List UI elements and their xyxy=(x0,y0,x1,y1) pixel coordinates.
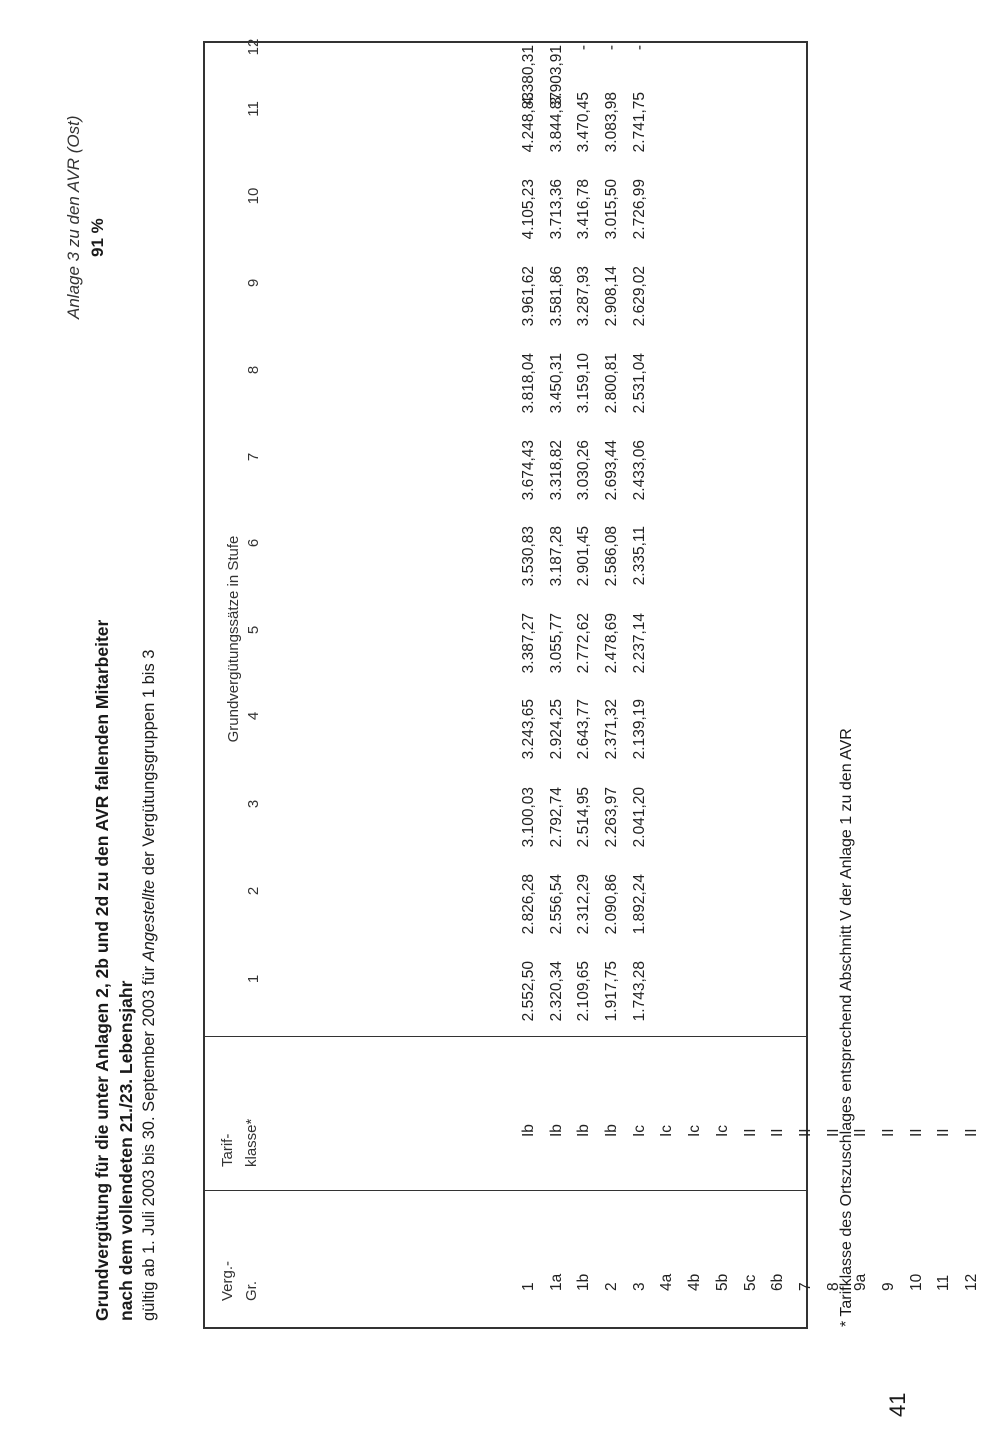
value-column xyxy=(515,353,653,413)
value-cell: 1.743,28 xyxy=(630,961,648,1022)
value-cell: 3.100,03 xyxy=(520,787,537,848)
value-cell: 2.924,25 xyxy=(547,699,565,760)
value-cell: 2.741,75 xyxy=(630,92,648,153)
stufe-header: 8 xyxy=(245,365,262,375)
value-cell: 2.531,04 xyxy=(630,353,648,414)
value-cell: 3.961,62 xyxy=(520,266,537,327)
value-cell: 2.139,19 xyxy=(630,699,648,760)
value-cell: 2.263,97 xyxy=(603,787,621,848)
value-cell: 3.844,87 xyxy=(547,92,565,153)
tarif-column xyxy=(515,1124,986,1137)
verg-cell: 12 xyxy=(963,1273,980,1291)
percent-label: 91 % xyxy=(88,218,107,257)
stufe-header: 5 xyxy=(245,625,262,635)
value-cell: 4.380,31 xyxy=(520,45,537,106)
value-cell: 2.478,69 xyxy=(603,613,621,674)
tarif-cell: Ic xyxy=(686,1124,704,1137)
value-cell: 2.908,14 xyxy=(603,266,621,327)
tarif-cell: Ic xyxy=(713,1124,731,1137)
value-cell: 2.726,99 xyxy=(630,179,648,240)
value-cell: 2.552,50 xyxy=(520,961,537,1022)
stufe-header: 2 xyxy=(245,886,262,896)
value-column xyxy=(515,440,653,500)
value-cell: - xyxy=(575,45,593,51)
value-cell: 3.903,91 xyxy=(547,45,565,106)
value-cell: - xyxy=(603,45,621,51)
value-cell: 2.237,14 xyxy=(630,613,648,674)
stufe-header: 7 xyxy=(245,452,262,462)
value-cell: 2.312,29 xyxy=(575,874,593,935)
tarif-cell: Ib xyxy=(547,1124,565,1137)
verg-cell: 11 xyxy=(935,1274,953,1291)
verg-cell: 5c xyxy=(741,1274,759,1291)
header-tarif: Tarif- xyxy=(219,1133,236,1167)
value-column xyxy=(515,787,653,847)
value-cell: 3.818,04 xyxy=(520,353,537,414)
value-cell: 2.800,81 xyxy=(603,353,621,414)
value-column xyxy=(515,874,653,934)
tarif-cell: II xyxy=(769,1128,787,1137)
header-verg: Verg.- xyxy=(219,1260,236,1301)
tarif-cell: II xyxy=(824,1128,842,1137)
value-cell: - xyxy=(630,45,648,51)
stufe-header: 4 xyxy=(245,711,262,721)
tarif-cell: II xyxy=(907,1128,925,1137)
tarif-cell: II xyxy=(879,1128,897,1137)
value-column xyxy=(515,613,653,673)
tarif-cell: Ic xyxy=(630,1124,648,1137)
value-cell: 3.055,77 xyxy=(547,613,565,674)
value-cell: 3.187,28 xyxy=(547,526,565,587)
value-cell: 3.416,78 xyxy=(575,179,593,240)
value-cell: 3.581,86 xyxy=(547,266,565,327)
verg-cell: 4b xyxy=(686,1273,704,1291)
annex-label: Anlage 3 zu den AVR (Ost) xyxy=(64,115,83,319)
value-cell: 4.248,83 xyxy=(520,92,537,153)
value-cell: 3.287,93 xyxy=(575,266,593,327)
value-column xyxy=(515,961,653,1021)
value-cell: 3.674,43 xyxy=(520,440,537,501)
header-tarif-line2: klasse* xyxy=(243,1118,260,1167)
value-cell: 2.772,62 xyxy=(575,613,593,674)
value-column xyxy=(515,45,653,105)
value-cell: 2.335,11 xyxy=(630,526,648,586)
value-cell: 2.090,86 xyxy=(603,874,621,935)
verg-cell: 8 xyxy=(824,1282,842,1291)
value-cell: 2.629,02 xyxy=(630,266,648,327)
value-cell: 3.159,10 xyxy=(575,353,593,414)
verg-cell: 5b xyxy=(713,1273,731,1291)
value-cell: 3.713,36 xyxy=(547,179,565,240)
verg-cell: 1a xyxy=(547,1273,565,1291)
value-cell: 3.015,50 xyxy=(603,179,621,240)
subtitle-italic: Angestellte xyxy=(140,879,158,962)
value-cell: 2.643,77 xyxy=(575,699,593,760)
tarif-cell: Ic xyxy=(658,1124,676,1137)
column-divider xyxy=(205,1036,806,1037)
value-cell: 2.586,08 xyxy=(603,526,621,587)
column-divider xyxy=(205,1190,806,1191)
tarif-cell: II xyxy=(963,1128,980,1137)
validity-subtitle xyxy=(140,650,159,1321)
header-group: Grundvergütungssätze in Stufe xyxy=(225,535,242,743)
stufe-header: 6 xyxy=(245,538,262,548)
value-cell: 2.792,74 xyxy=(547,787,565,848)
value-cell: 3.387,27 xyxy=(520,613,537,674)
stufe-header: 9 xyxy=(245,278,262,288)
verg-cell: 9 xyxy=(879,1282,897,1291)
value-cell: 2.556,54 xyxy=(547,874,565,935)
subtitle-prefix: gültig ab 1. Juli 2003 bis 30. September 2003 für xyxy=(140,961,158,1321)
value-cell: 1.917,75 xyxy=(603,961,621,1022)
tarif-cell: Ib xyxy=(575,1124,593,1137)
verg-cell: 6b xyxy=(769,1273,787,1291)
value-cell: 1.892,24 xyxy=(630,874,648,935)
verg-cell: 1 xyxy=(520,1282,537,1291)
value-cell: 3.450,31 xyxy=(547,353,565,414)
value-column xyxy=(515,526,653,586)
page-title: Grundvergütung für die unter Anlagen 2, 2b und 2d zu den AVR fallenden Mitarbeiter xyxy=(92,619,112,1321)
subtitle-suffix: der Vergütungsgruppen 1 bis 3 xyxy=(140,649,158,880)
page-number: 41 xyxy=(885,1392,910,1417)
value-cell: 3.030,26 xyxy=(575,440,593,501)
verg-cell: 3 xyxy=(630,1282,648,1291)
value-cell: 2.901,45 xyxy=(575,526,593,587)
tarif-cell: II xyxy=(796,1128,814,1137)
tarif-cell: II xyxy=(935,1128,953,1137)
value-cell: 2.693,44 xyxy=(603,440,621,501)
value-cell: 4.105,23 xyxy=(520,179,537,240)
tarif-cell: Ib xyxy=(520,1124,537,1137)
stufe-header: 10 xyxy=(245,187,262,205)
value-cell: 3.083,98 xyxy=(603,92,621,153)
verg-cell: 9a xyxy=(852,1273,870,1291)
value-cell: 3.318,82 xyxy=(547,440,565,501)
footnote: * Tarifklasse des Ortszuschlages entsprechend Abschnitt V der Anlage 1 zu den AVR xyxy=(838,728,855,1327)
verg-cell: 2 xyxy=(603,1282,621,1291)
header-verg-line2: Gr. xyxy=(243,1280,260,1301)
stufe-header: 12 xyxy=(245,38,262,56)
stufe-header: 1 xyxy=(245,974,262,984)
verg-cell: 1b xyxy=(575,1273,593,1291)
value-column xyxy=(515,699,653,759)
value-cell: 2.320,34 xyxy=(547,961,565,1022)
verg-cell: 7 xyxy=(796,1282,814,1291)
value-cell: 2.109,65 xyxy=(575,961,593,1022)
value-cell: 2.826,28 xyxy=(520,874,537,935)
verg-column xyxy=(515,1274,986,1291)
stufe-header: 11 xyxy=(245,101,262,117)
tarif-cell: II xyxy=(741,1128,759,1137)
value-cell: 2.041,20 xyxy=(630,787,648,848)
verg-cell: 4a xyxy=(658,1273,676,1291)
value-cell: 3.530,83 xyxy=(520,526,537,587)
value-cell: 2.433,06 xyxy=(630,440,648,501)
value-cell: 3.243,65 xyxy=(520,699,537,760)
verg-cell: 10 xyxy=(907,1273,925,1291)
value-column xyxy=(515,179,653,239)
value-cell: 2.371,32 xyxy=(603,699,621,760)
value-column xyxy=(515,266,653,326)
value-cell: 3.470,45 xyxy=(575,92,593,153)
stufe-header: 3 xyxy=(245,799,262,809)
tarif-cell: II xyxy=(852,1128,870,1137)
tarif-cell: Ib xyxy=(603,1124,621,1137)
value-cell: 2.514,95 xyxy=(575,787,593,848)
page-title-line2: nach dem vollendeten 21./23. Lebensjahr xyxy=(116,980,136,1321)
